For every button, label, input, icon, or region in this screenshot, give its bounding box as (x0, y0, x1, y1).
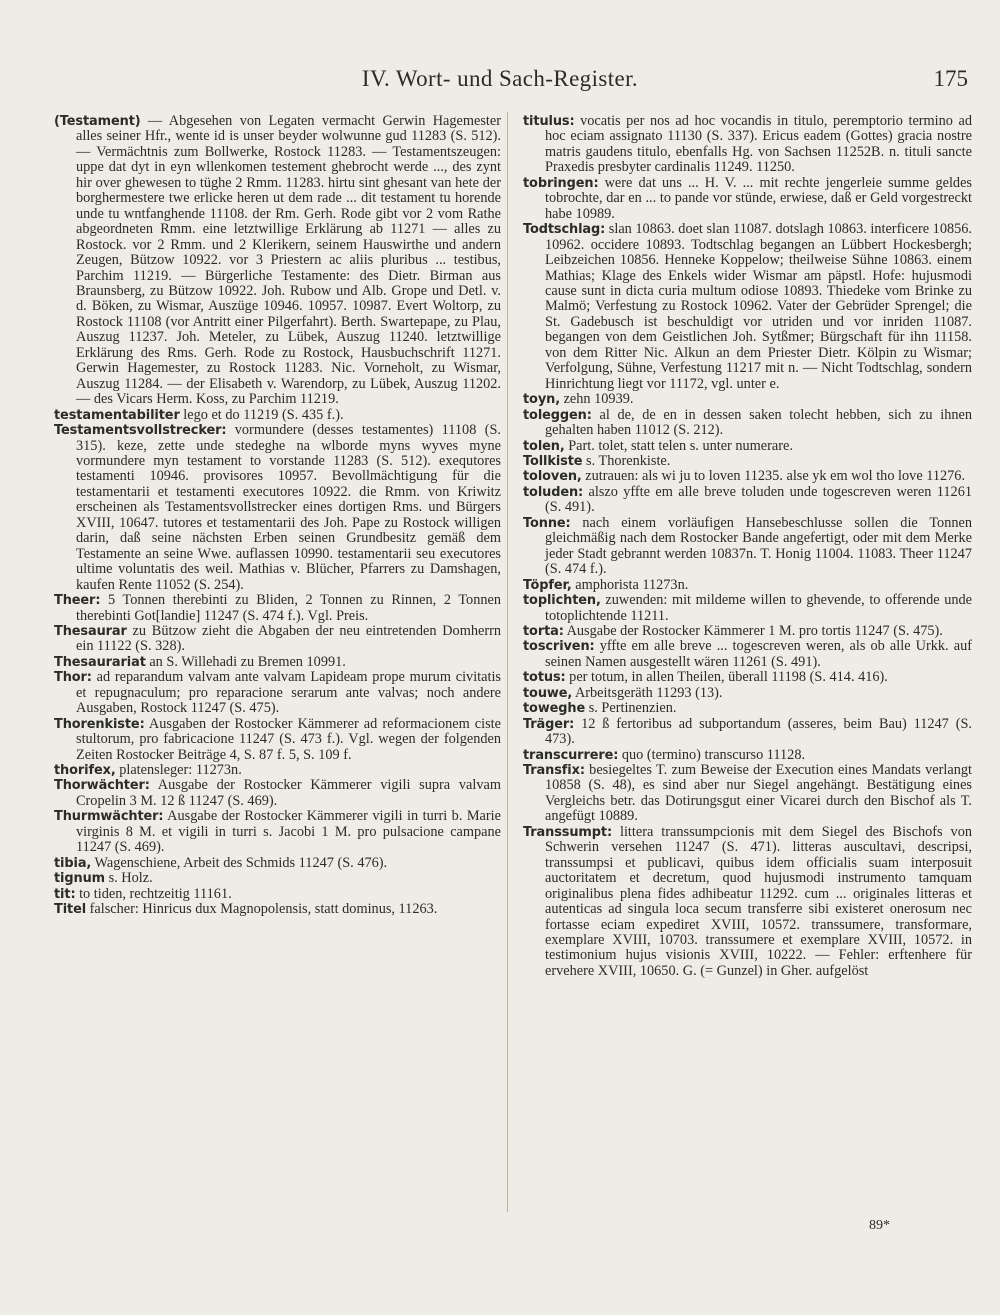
entry-text: quo (termino) transcurso 11128. (618, 746, 806, 763)
entry-text: zu Bützow zieht die Abgaben der neu eintretenden Domherrn ein 11122 (S. 328). (76, 622, 501, 655)
entry-text: 5 Tonnen therebinti zu Bliden, 2 Tonnen zu Rinnen, 2 Tonnen therebinti Got[landie] 11247 (S. 474 f.). Vgl. Preis. (76, 592, 501, 624)
entry-headword: totus: (523, 670, 566, 686)
register-entry (523, 176, 972, 222)
entry-text: Ausgabe der Rostocker Kämmerer vigili in turri b. Marie virginis 8 M. et vigili in turri s. Jacobi 1 M. pro pulsacione campane 11247 (S. 469). (76, 808, 501, 856)
entry-text: zuwenden: mit mildeme willen to ghevende, to offerende unde totoplichtende 11211. (545, 592, 972, 624)
entry-text: alszo yffte em alle breve toluden unde togescreven weren 11261 (S. 491). (545, 483, 972, 516)
entry-headword: toyn, (523, 392, 560, 408)
entry-text: s. Holz. (105, 870, 153, 887)
entry-headword: Thorwächter: (54, 778, 150, 794)
entry-headword: toloven, (523, 469, 582, 485)
register-entry (523, 748, 972, 763)
entry-text: s. Pertinenzien. (585, 700, 677, 717)
entry-headword: toscriven: (523, 639, 595, 655)
register-entry (54, 871, 501, 886)
entry-text: Arbeitsgeräth 11293 (13). (572, 684, 723, 701)
running-title: IV. Wort- und Sach-Register. (361, 66, 639, 91)
register-entry (523, 717, 972, 748)
entry-headword: Thesaurar (54, 623, 127, 639)
entry-text: nach einem vorläufigen Hansebeschlusse sollen die Tonnen gleichmäßig nach dem Rostocker Bande angefertigt, oder mit dem Merke jeder Stadt gebrannt werden 10837n. T. Honig 11004. 11083. Theer 11247 (S. 474 f.). (545, 514, 972, 578)
entry-headword: Thorenkiste: (54, 716, 145, 732)
entry-text: an S. Willehadi zu Bremen 10991. (145, 653, 346, 670)
register-entry (523, 670, 972, 685)
entry-text: slan 10863. doet slan 11087. dotslagh 10863. interficere 10856. 10962. occidere 10893. Todtschlag begangen an Lübbert Hockesbergh; Leibzeichen 10856. Henneke Koppelow; theilweise Sühne 10863. einem Mathias; Klage des Enkels wider Wismar am päpstl. Hofe: hujusmodi cause sunt in dicta curia multum odiose 10893. Thiedeke vom Brinke zu Malmö; Verfestung zu Rostock 10962. Vater der Gebrüder Sprengel; die St. Gadebusch ist beschuldigt vor utriden und vor inriden 11087. begangen von dem Geistlichen Joh. Sytßmer; Bürgschaft für ihn 11158. von dem Ritter Nic. Alkun an dem Priester Dietr. Kölpin zu Wismar; Verfolgung, Sühne, Verfestung 11217 mit n. — Nicht Todtschlag, sondern Hinrichtung liegt vor 11172, vgl. unter e. (545, 221, 972, 392)
entry-headword: tit: (54, 886, 76, 902)
entry-headword: toleggen: (523, 407, 592, 423)
entry-headword: testamentabiliter (54, 407, 180, 423)
register-entry (523, 686, 972, 701)
entry-text: per totum, in allen Theilen, überall 11198 (S. 414. 416). (565, 669, 888, 686)
register-entry (54, 887, 501, 902)
register-entry (523, 624, 972, 639)
entry-headword: titulus: (523, 114, 575, 129)
entry-headword: tignum (54, 871, 105, 887)
entry-text: ad reparandum valvam ante valvam Lapideam prope murum civitatis et repugnaculum; pro reparacione serarum ante valvas; noch andere Ausgaben, Rostock 11247 (S. 475). (76, 669, 501, 717)
entry-headword: tolen, (523, 438, 565, 454)
entry-text: s. Thorenkiste. (582, 452, 671, 469)
entry-headword: Testamentsvollstrecker: (54, 423, 227, 439)
entry-text: 12 ß fertoribus ad subportandum (asseres, beim Bau) 11247 (S. 473). (545, 715, 972, 748)
entry-headword: toluden: (523, 484, 584, 500)
entry-headword: touwe, (523, 685, 573, 701)
signature-mark: 89* (869, 1218, 890, 1233)
entry-text: platensleger: 11273n. (115, 762, 242, 779)
register-entry (523, 639, 972, 670)
register-entry (523, 701, 972, 716)
entry-headword: tobringen: (523, 175, 599, 191)
register-entry (54, 902, 501, 917)
entry-headword: Thor: (54, 670, 92, 686)
entry-headword: transcurrere: (523, 747, 619, 763)
entry-headword: Todtschlag: (523, 222, 606, 238)
entry-text: al de, de en in dessen saken tolecht hebben, sich zu ihnen gehalten haben 11012 (S. 212). (545, 406, 972, 439)
left-column (54, 114, 501, 918)
entry-headword: toplichten, (523, 593, 601, 609)
entry-text: vormundere (desses testamentes) 11108 (S. 315). keze, zette unde stedeghe na wlborde myns wyves myne vormundere myn testament to vorstande 11283 (S. 512). exequtores testamenti 10946. provisores 10957. Bevollmächtigung für die testamentarii et testamenti executores 10922. die Rmm. von Kriwitz erscheinen als Testamentsvollstrecker eines dortigen Rms. und Bürgers XVIII, 10647. tutores et testamentarii des Joh. Pape zu Rostock willigen darin, daß seine nächsten Erben seinen Grundbesitz gemäß dem Testamente an seine Wwe. auflassen 10990. testamentarii seu executores ultime voluntatis des weil. Mathias v. Blücher, Pfarrers zu Damshagen, kaufen Rente 11052 (S. 254). (76, 422, 501, 593)
column-divider (507, 112, 508, 1212)
entry-text: Part. tolet, statt telen s. unter numerare. (564, 437, 793, 454)
page-number: 175 (933, 66, 968, 91)
register-entry (54, 778, 501, 809)
entry-headword: toweghe (523, 701, 586, 717)
register-entry (523, 408, 972, 439)
register-entry (523, 222, 972, 392)
entry-headword: Transfix: (523, 763, 585, 779)
entry-text: Ausgabe der Rostocker Kämmerer 1 M. pro tortis 11247 (S. 475). (563, 622, 943, 639)
entry-headword: (Testament) (54, 114, 141, 129)
entry-text: besiegeltes T. zum Beweise der Execution eines Mandats verlangt 10858 (S. 48), es sind aber nur Siegel angehängt. Bestätigung eines Vergleichs betr. das Dotirungsgut einer Vicarei durch den Bischof als T. angefügt 10889. (545, 762, 972, 825)
entry-text: vocatis per nos ad hoc vocandis in titulo, peremptorio termino ad hoc eciam assignato 11130 (S. 337). Ericus eadem (Gottes) gracia nostre matris gaudens titulo, ebenfalls Hg. von Sachsen 11252B. n. tituli sancte Praxedis presbyter cardinalis 11249. 11250. (545, 113, 972, 176)
register-entry (523, 439, 972, 454)
entry-headword: Töpfer, (523, 577, 572, 593)
entry-headword: Theer: (54, 593, 101, 609)
entry-headword: Titel (54, 902, 87, 918)
register-entry (523, 825, 972, 980)
entry-text: Ausgaben der Rostocker Kämmerer ad reformacionem ciste stultorum, pro fabricacione 11247 (S. 473 f.). Vgl. wegen der folgenden Zeiten Rostocker Beiträge 4, S. 87 f. 5, S. 109 f. (76, 715, 501, 763)
entry-headword: Transsumpt: (523, 824, 613, 840)
entry-text: — Abgesehen von Legaten vermacht Gerwin Hagemester alles seiner Hfr., wente id is unser beyder wolwunne gud 11283 (S. 512). — Vermächtnis zum Bollwerke, Rostock 11283. — Testamentszeugen: uppe dat dyt in eyn wllenkomen testement ghebrocht werde ..., des zynt hir over ghewesen to tüghe 2 Rmm. 11283. hirtu sint ghesant van hete der borghermestere twe erlicke heren ut dem rade ... dit testament tu horende unde tu wntfanghende 11108. der Rm. Gerh. Rode gibt vor 2 vom Rathe abgeordneten Rmm. eine letztwillige Erklärung ab 11271 — alles zu Rostock. vor 2 Rmm. und 2 Klerikern, seinem Hauswirthe und andern Zeugen, Bützow 10922. vor 3 Priestern ac aliis pluribus ... testibus, Parchim 11219. — Bürgerliche Testamente: des Dietr. Birman aus Braunsberg, zu Bützow 10922. Joh. Rubow und Alb. Grope und Detl. v. d. Böken, zu Wismar, Auszüge 10946. 10957. 10987. Evert Woltorp, zu Rostock 11108 (vor Antritt einer Pilgerfahrt). Berth. Swartepape, zu Plau, Auszug 11237. Joh. Meteler, zu Lübek, Auszug 11240. letztwillige Erklärung des Rms. Gerh. Rode zu Rostock, Hausbuchschrift 11271. Gerwin Hagemester, zu Rostock 11283. Nic. Vorneholt, zu Wismar, Auszug 11284. — der Elisabeth v. Warendorp, zu Lübek, Auszug 11202. — des Vicars Herm. Koss, zu Parchim 11219. (76, 113, 501, 408)
entry-text: Ausgabe der Rostocker Kämmerer vigili supra valvam Cropelin 3 M. 12 ß 11247 (S. 469). (76, 777, 501, 809)
entry-headword: Thesaurariat (54, 654, 146, 670)
register-entry (523, 516, 972, 578)
register-entry (54, 423, 501, 593)
register-entry (523, 114, 972, 176)
register-entry (54, 717, 501, 763)
entry-text: Wagenschiene, Arbeit des Schmids 11247 (S. 476). (91, 854, 388, 871)
right-column (523, 114, 972, 979)
entry-text: were dat uns ... H. V. ... mit rechte jengerleie summe geldes tobrochte, dar en ... to pande vor stünde, erwiese, daß er Geld vorgestreckt habe 10989. (545, 174, 972, 222)
entry-text: amphorista 11273n. (571, 576, 689, 593)
entry-headword: Tonne: (523, 515, 571, 531)
entry-headword: Thurmwächter: (54, 809, 164, 825)
entry-text: littera transsumpcionis mit dem Siegel des Bischofs von Schwerin versehen 11247 (S. 471). litteras auscultavi, descripsi, transsumpsi et publicavi, quibus idem officialis suam interposuit auctoritatem et decretum, quod hujusmodi instrumento tamquam originalibus plena fides adhibeatur 11292. cum ... originales litteras et autenticas ad singula loca secum transferre sibi existeret onerosum nec fortasse eciam expediret XVIII, 10572. transsumere, transformare, exemplare XVIII, 10703. transsumere et exemplare XVIII, 10572. in testimonium hujus visionis XVIII, 10222. — Fehler: erftenhere für ervehere XVIII, 10650. G. (= Gunzel) in Gher. aufgelöst (545, 823, 972, 979)
entry-text: zutrauen: als wi ju to loven 11235. alse yk em wol tho love 11276. (581, 468, 966, 485)
register-entry (54, 593, 501, 624)
entry-text: yffte em alle breve ... togescreven weren, als ob alle Urkk. auf seinen Namen ausgestellt wären 11261 (S. 491). (545, 638, 972, 670)
register-entry (523, 763, 972, 825)
register-entry (54, 408, 501, 423)
register-entry (523, 578, 972, 593)
entry-headword: thorifex, (54, 763, 116, 779)
entry-text: falscher: Hinricus dux Magnopolensis, statt dominus, 11263. (86, 901, 438, 918)
register-entry (54, 856, 501, 871)
register-entry (523, 593, 972, 624)
entry-text: zehn 10939. (560, 391, 634, 408)
register-entry (54, 114, 501, 408)
entry-text: to tiden, rechtzeitig 11161. (75, 885, 232, 902)
register-entry (54, 763, 501, 778)
entry-text: lego et do 11219 (S. 435 f.). (179, 406, 344, 423)
entry-headword: tibia, (54, 855, 92, 871)
register-entry (523, 392, 972, 407)
entry-headword: Träger: (523, 716, 575, 732)
register-entry (54, 670, 501, 716)
entry-headword: Tollkiste (523, 453, 583, 469)
register-entry (523, 454, 972, 469)
register-entry (523, 469, 972, 484)
register-entry (54, 624, 501, 655)
entry-headword: torta: (523, 623, 564, 639)
register-entry (523, 485, 972, 516)
register-entry (54, 655, 501, 670)
register-entry (54, 809, 501, 855)
